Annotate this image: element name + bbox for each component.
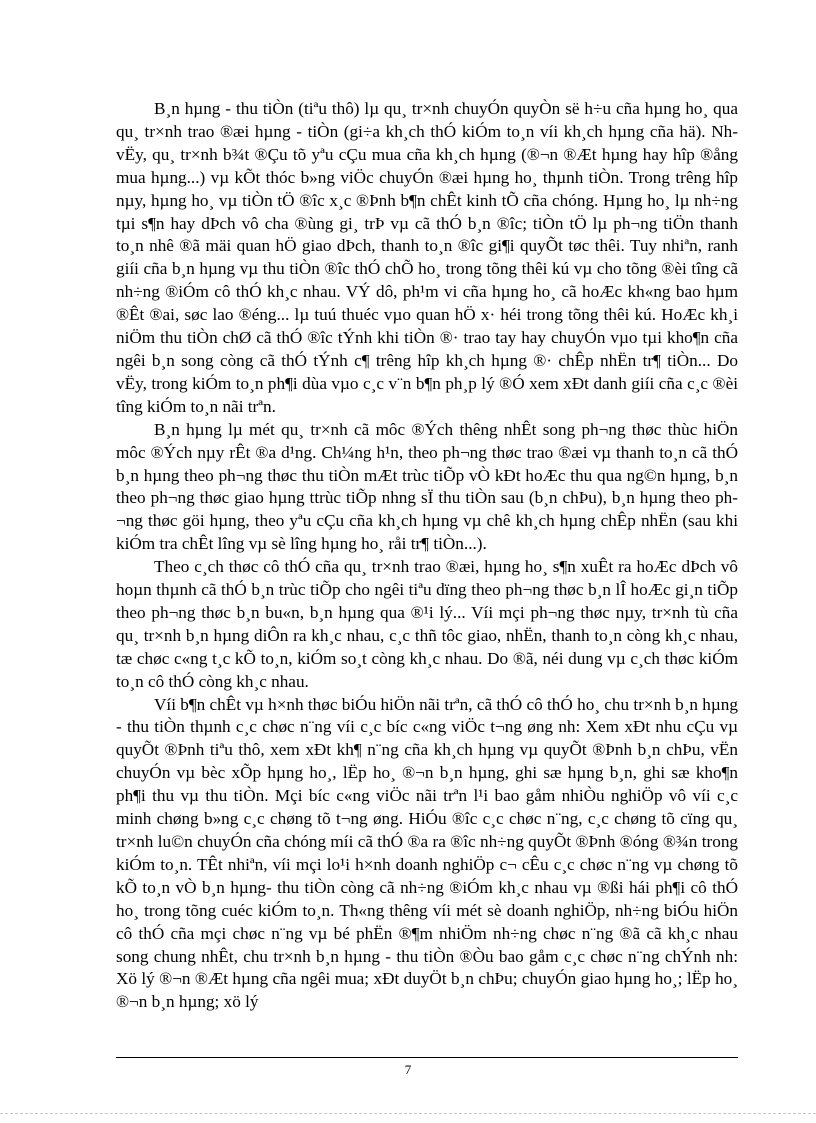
paragraph-1: B¸n hµng - thu tiÒn (tiªu thô) lµ qu¸ tr×nh chuyÓn quyÒn së h÷u cña hµng ho¸ qua qu¸ tr×nh trao ®æi hµng - tiÒn (gi÷a kh¸ch thÓ kiÓm to¸n víi kh¸ch hµng cña hä). Nh vËy, qu¸ tr×nh b¾t ®Çu tõ yªu cÇu mua cña kh¸ch hµng (®¬n ®Æt hµng hay hîp ®ång mua hµng...) vµ kÕt thóc b»ng viÖc chuyÓn ®æi hµng ho¸ thµnh tiÒn. Trong trêng hîp nµy, hµng ho¸ vµ tiÒn tÖ ®îc x¸c ®Þnh b¶n chÊt kinh tÕ cña chóng. Hµng ho¸ lµ nh÷ng tµi s¶n hay dÞch vô cha ®ùng gi¸ trÞ vµ cã thÓ b¸n ®îc; tiÒn tÖ lµ ph¬ng tiÖn thanh to¸n nhê ®ã mäi quan hÖ giao dÞch, thanh to¸n ®îc gi¶i quyÕt tøc thêi. Tuy nhiªn, ranh giíi cña b¸n hµng vµ thu tiÒn ®îc thÓ chÕ ho¸ trong tõng thêi kú vµ cho tõng ®èi tîng cã nh÷ng ®iÓm cô thÓ kh¸c nhau. VÝ dô, ph¹m vi cña hµng ho¸ cã hoÆc kh«ng bao hµm ®Êt ®ai, søc lao ®éng... lµ tuú thuéc vµo quan hÖ x· héi trong tõng thêi kú. HoÆc kh¸i niÖm thu tiÒn chØ cã thÓ ®îc tÝnh khi tiÒn ®· trao tay hay chuyÓn vµo tµi kho¶n cña ngêi b¸n song còng cã thÓ tÝnh c¶ trêng hîp kh¸ch hµng ®· chÊp nhËn tr¶ tiÒn... Do vËy, trong kiÓm to¸n ph¶i dùa vµo c¸c v¨n b¶n ph¸p lý ®Ó xem xÐt danh giíi cña c¸c ®èi tîng kiÓm to¸n nãi trªn. bbox=[116, 99, 738, 416]
paragraph-3: Theo c¸ch thøc cô thÓ cña qu¸ tr×nh trao ®æi, hµng ho¸ s¶n xuÊt ra hoÆc dÞch vô hoµn thµnh cã thÓ b¸n trùc tiÕp cho ngêi tiªu dïng theo ph¬ng thøc b¸n lÎ hoÆc gi¸n tiÕp theo ph¬ng thøc b¸n bu«n, b¸n hµng qua ®¹i lý... Víi mçi ph¬ng thøc nµy, tr×nh tù cña qu¸ tr×nh b¸n hµng diÔn ra kh¸c nhau, c¸c thñ tôc giao, nhËn, thanh to¸n còng kh¸c nhau, tæ chøc c«ng t¸c kÕ to¸n, kiÓm so¸t còng kh¸c nhau. Do ®ã, néi dung vµ c¸ch thøc kiÓm to¸n cô thÓ còng kh¸c nhau. bbox=[116, 557, 738, 691]
body-text bbox=[116, 98, 738, 1014]
paragraph-2: B¸n hµng lµ mét qu¸ tr×nh cã môc ®Ých thêng nhÊt song ph¬ng thøc thùc hiÖn môc ®Ých nµy rÊt ®a d¹ng. Ch¼ng h¹n, theo ph¬ng thøc trao ®æi vµ thanh to¸n cã thÓ b¸n hµng theo ph¬ng thøc thu tiÒn mÆt trùc tiÕp vÒ kÐt hoÆc thu qua ng©n hµng, b¸n theo ph¬ng thøc giao hµng ttrùc tiÕp nhng sÏ thu tiÒn sau (b¸n chÞu), b¸n hµng theo ph¬ng thøc göi hµng, theo yªu cÇu cña kh¸ch hµng vµ chê kh¸ch hµng chÊp nhËn (sau khi kiÓm tra chÊt lîng vµ sè lîng hµng ho¸ råi tr¶ tiÒn...). bbox=[116, 419, 738, 554]
page-number: 7 bbox=[404, 1062, 412, 1077]
footer-rule bbox=[116, 1057, 738, 1058]
page-bottom-dashed-line bbox=[0, 1113, 816, 1114]
paragraph-4: Víi b¶n chÊt vµ h×nh thøc biÓu hiÖn nãi trªn, cã thÓ cô thÓ ho¸ chu tr×nh b¸n hµng - thu tiÒn thµnh c¸c chøc n¨ng víi c¸c bíc c«ng viÖc t¬ng øng nh: Xem xÐt nhu cÇu vµ quyÕt ®Þnh tiªu thô, xem xÐt kh¶ n¨ng cña kh¸ch hµng vµ quyÕt ®Þnh b¸n chÞu, vËn chuyÓn vµ bèc xÕp hµng ho¸, lËp ho¸ ®¬n b¸n hµng, ghi sæ hµng b¸n, ghi sæ kho¶n ph¶i thu vµ thu tiÒn. Mçi bíc c«ng viÖc nãi trªn l¹i bao gåm nhiÒu nghiÖp vô víi c¸c minh chøng b»ng c¸c chøng tõ t¬ng øng. HiÓu ®îc c¸c chøc n¨ng, c¸c chøng tõ cïng qu¸ tr×nh lu©n chuyÓn cña chóng míi cã thÓ ®a ra ®îc nh÷ng quyÕt ®Þnh ®óng ®¾n trong kiÓm to¸n. TÊt nhiªn, víi mçi lo¹i h×nh doanh nghiÖp c¬ cÊu c¸c chøc n¨ng vµ chøng tõ kÕ to¸n vÒ b¸n hµng- thu tiÒn còng cã nh÷ng ®iÓm kh¸c nhau vµ ®ßi hái ph¶i cô thÓ ho¸ trong tõng cuéc kiÓm to¸n. Th«ng thêng víi mét sè doanh nghiÖp, nh÷ng biÓu hiÖn cô thÓ cña mçi chøc n¨ng vµ bé phËn ®¶m nhiÖm nh÷ng chøc n¨ng ®ã cã kh¸c nhau song chung nhÊt, chu tr×nh b¸n hµng - thu tiÒn ®Òu bao gåm c¸c chøc n¨ng chÝnh nh: Xö lý ®¬n ®Æt hµng cña ngêi mua; xÐt duyÖt b¸n chÞu; chuyÓn giao hµng ho¸; lËp ho¸ ®¬n b¸n hµng; xö lý bbox=[116, 694, 738, 1012]
